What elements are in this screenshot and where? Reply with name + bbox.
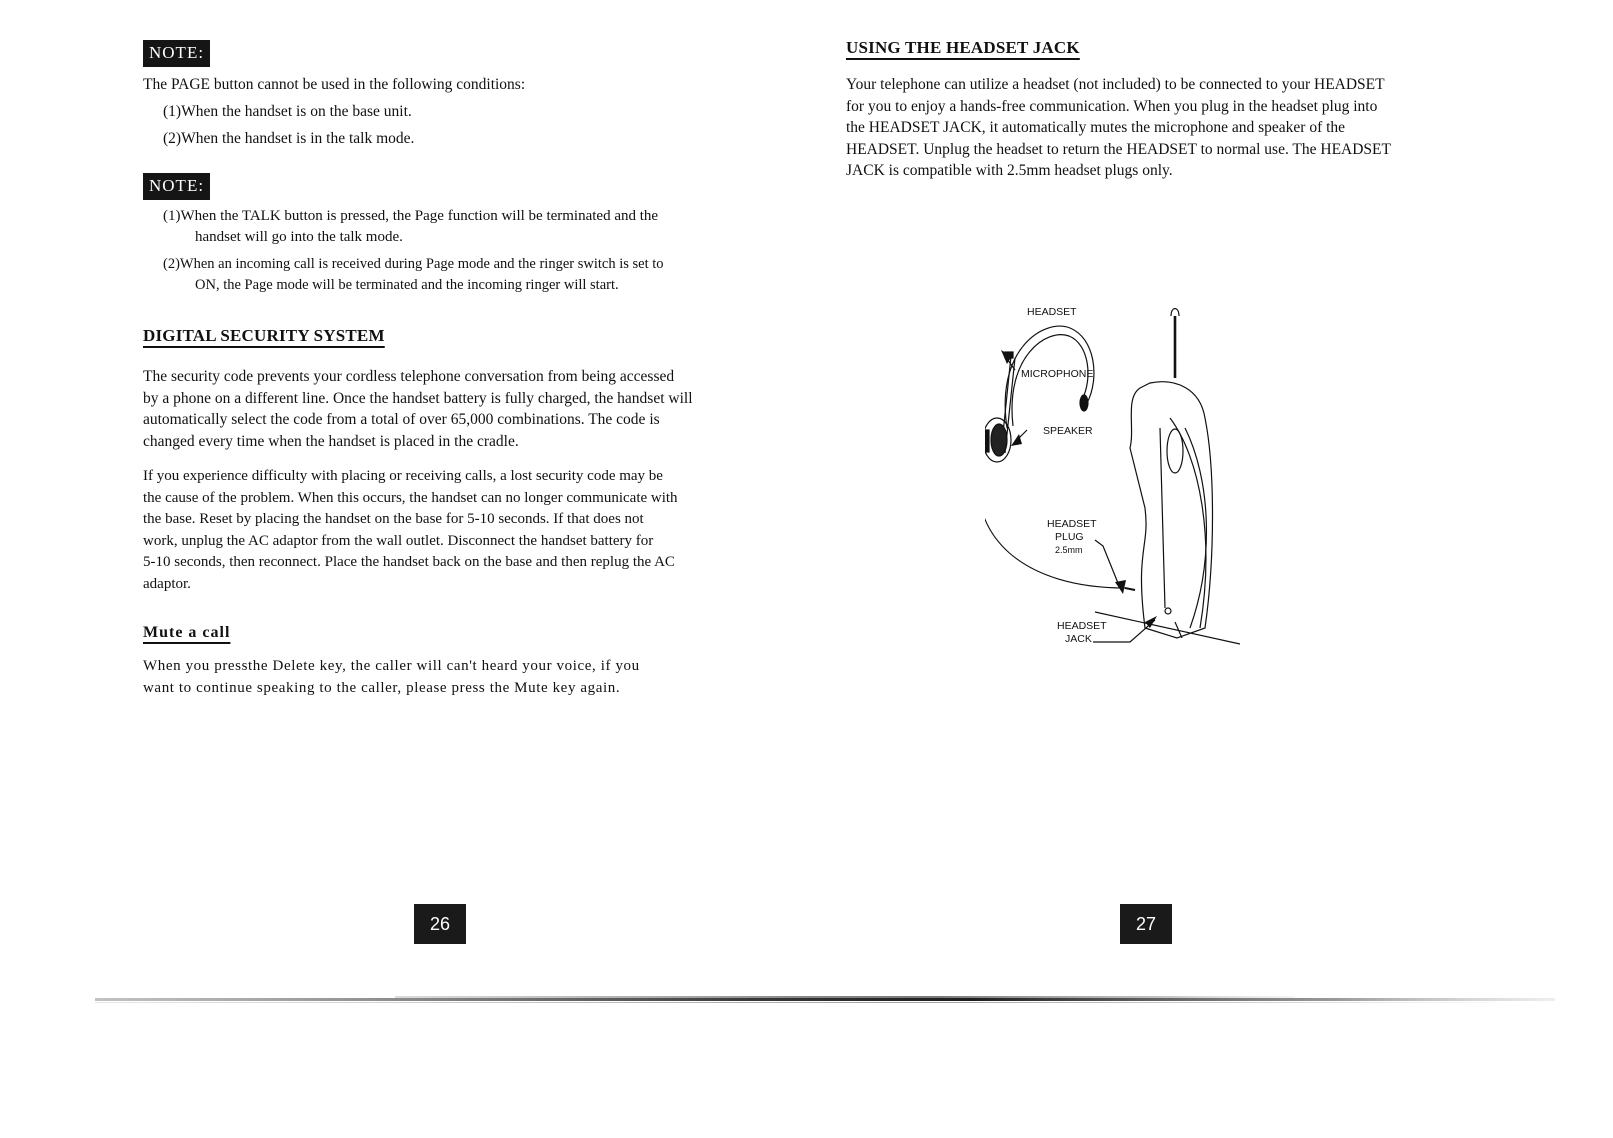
note1-item-1-num: (1)	[163, 103, 182, 120]
headset-heading: USING THE HEADSET JACK	[846, 38, 1080, 57]
mute-para-line: want to continue speaking to the caller, please press the Mute key again.	[143, 679, 621, 696]
note1-item-1-text: When the handset is on the base unit.	[181, 103, 412, 120]
headset-para-line: Your telephone can utilize a headset (not included) to be connected to your HEADSET	[846, 76, 1385, 93]
security-para-2-line: work, unplug the AC adaptor from the wall outlet. Disconnect the handset battery for	[143, 532, 654, 549]
note-badge-1: NOTE:	[143, 40, 210, 67]
note2-item-1-num: (1)	[163, 208, 181, 224]
base-line	[1095, 612, 1240, 644]
note2-item-1	[163, 206, 658, 248]
headband-outline-inner	[1012, 335, 1088, 426]
speaker-mount	[985, 430, 989, 452]
security-para-1-line: by a phone on a different line. Once the handset battery is fully charged, the handset will	[143, 389, 693, 407]
plug-tip	[1125, 588, 1135, 590]
page-number-26: 26	[414, 904, 466, 944]
headset-jack-dot	[1165, 608, 1171, 614]
security-para-2-line: If you experience difficulty with placing or receiving calls, a lost security code may be	[143, 468, 663, 484]
note2-item-2-line1: When an incoming call is received during Page mode and the ringer switch is set to	[179, 256, 664, 272]
label-jack-1: HEADSET	[1057, 620, 1107, 632]
note1-intro: The PAGE button cannot be used in the following conditions:	[143, 76, 526, 93]
label-speaker: SPEAKER	[1043, 425, 1093, 437]
arrow-jack	[1145, 616, 1157, 628]
leader-plug	[1095, 540, 1120, 588]
note2-item-1-line1: When the TALK button is pressed, the Page function will be terminated and the	[180, 208, 659, 224]
security-para-1-line: The security code prevents your cordless telephone conversation from being accessed	[143, 368, 675, 385]
headset-para-line: for you to enjoy a hands-free communication. When you plug in the headset plug into	[846, 97, 1378, 115]
note-badge-2: NOTE:	[143, 173, 210, 200]
label-plug-2: PLUG	[1055, 531, 1084, 543]
label-plug-3: 2.5mm	[1055, 545, 1083, 555]
security-para-1-line: automatically select the code from a total of over 65,000 combinations. The code is	[143, 411, 660, 428]
note2-item-2-num: (2)	[163, 256, 180, 272]
handset-side	[1185, 428, 1206, 628]
left-page	[0, 0, 806, 1138]
security-para-2	[143, 466, 678, 595]
security-para-1-line: changed every time when the handset is placed in the cradle.	[143, 432, 519, 450]
note1-item-2	[163, 128, 414, 149]
note2-item-2-line2: ON, the Page mode will be terminated and the incoming ringer will start.	[195, 277, 619, 293]
handset-side	[1160, 428, 1165, 608]
headset-para-line: JACK is compatible with 2.5mm headset plugs only.	[846, 162, 1173, 179]
security-para-2-line: adaptor.	[143, 575, 191, 592]
security-para-1	[143, 366, 693, 452]
mute-para	[143, 656, 640, 699]
handset-side	[1170, 418, 1206, 628]
note1-item-2-num: (2)	[163, 130, 182, 147]
page-number-27: 27	[1120, 904, 1172, 944]
headset-para-line: HEADSET. Unplug the headset to return the HEADSET to normal use. The HEADSET	[846, 140, 1391, 158]
arrow-plug	[1115, 580, 1126, 594]
note1-item-1	[163, 101, 412, 122]
headset-diagram	[985, 308, 1285, 668]
label-microphone: MICROPHONE	[1021, 368, 1094, 380]
label-jack-2: JACK	[1065, 633, 1092, 645]
mute-para-line: When you pressthe Delete key, the caller will can't heard your voice, if you	[143, 658, 640, 674]
handset-antenna	[1171, 309, 1179, 317]
mute-heading: Mute a call	[143, 624, 231, 641]
scan-edge-strip	[95, 994, 1555, 1008]
handset-clip	[1167, 429, 1183, 473]
security-para-2-line: the base. Reset by placing the handset on the base for 5-10 seconds. If that does not	[143, 511, 644, 527]
headset-para-line: the HEADSET JACK, it automatically mutes the microphone and speaker of the	[846, 119, 1346, 136]
label-plug-1: HEADSET	[1047, 518, 1097, 530]
arrow-speaker	[1011, 434, 1022, 446]
ear-clip	[1080, 395, 1088, 411]
note1-item-2-text: When the handset is in the talk mode.	[181, 130, 415, 147]
label-headset: HEADSET	[1027, 308, 1077, 318]
note2-item-2	[163, 254, 664, 296]
speaker-inner	[991, 424, 1007, 456]
headset-para	[846, 74, 1391, 182]
note2-item-1-line2: handset will go into the talk mode.	[195, 229, 403, 245]
security-heading: DIGITAL SECURITY SYSTEM	[143, 326, 385, 345]
security-para-2-line: the cause of the problem. When this occurs, the handset can no longer communicate with	[143, 489, 678, 506]
security-para-2-line: 5-10 seconds, then reconnect. Place the handset back on the base and then replug the AC	[143, 554, 675, 570]
